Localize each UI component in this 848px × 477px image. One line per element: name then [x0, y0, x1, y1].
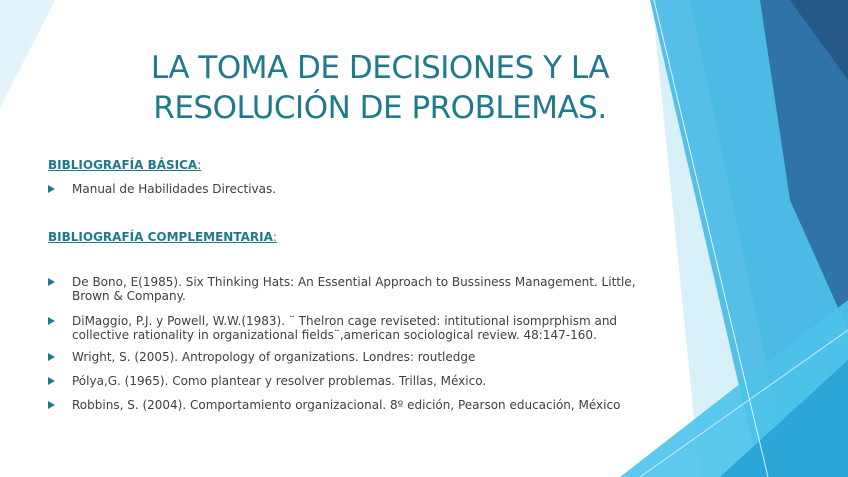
- list-item-text: Pólya,G. (1965). Como plantear y resolver problemas. Trillas, México.: [72, 374, 487, 388]
- list-item: [48, 350, 708, 364]
- title-line-1: LA TOMA DE DECISIONES Y LA: [150, 50, 610, 86]
- list-item-text-line: De Bono, E(1985). Six Thinking Hats: An Essential Approach to Bussiness Management. Little,: [72, 275, 636, 289]
- list-item-text-line: DiMaggio, P.J. y Powell, W.W.(1983). ¨ Thelron cage reviseted: intitutional isomprphism and: [72, 314, 618, 328]
- bullet-icon: [48, 377, 55, 385]
- list-item-text: Manual de Habilidades Directivas.: [72, 182, 277, 196]
- list-item-text-line: Brown & Company.: [72, 289, 186, 303]
- bullet-icon: [48, 353, 55, 361]
- list-item: [48, 182, 708, 196]
- list-item: [48, 314, 708, 342]
- complementary-heading-text: BIBLIOGRAFÍA COMPLEMENTARIA: [48, 230, 273, 244]
- basic-heading-text: BIBLIOGRAFÍA BÁSICA: [48, 158, 198, 172]
- bullet-icon: [48, 185, 55, 193]
- complementary-bibliography-heading: [48, 230, 277, 244]
- basic-bibliography-heading: [48, 158, 201, 172]
- bullet-icon: [48, 278, 55, 286]
- slide-title: [60, 48, 700, 128]
- left-accent-shape: [0, 0, 55, 108]
- list-item-text: Wright, S. (2005). Antropology of organizations. Londres: routledge: [72, 350, 476, 364]
- bullet-icon: [48, 317, 55, 325]
- bullet-icon: [48, 401, 55, 409]
- list-item-text-line: collective rationality in organizational fields¨,american sociological review. 48:147-160.: [72, 328, 597, 342]
- title-line-2: RESOLUCIÓN DE PROBLEMAS.: [153, 90, 607, 126]
- list-item: [48, 275, 708, 303]
- list-item: [48, 398, 708, 412]
- list-item: [48, 374, 708, 388]
- heading-colon: :: [197, 158, 202, 172]
- list-item-text: Robbins, S. (2004). Comportamiento organizacional. 8º edición, Pearson educación, México: [72, 398, 621, 412]
- heading-colon: :: [272, 230, 277, 244]
